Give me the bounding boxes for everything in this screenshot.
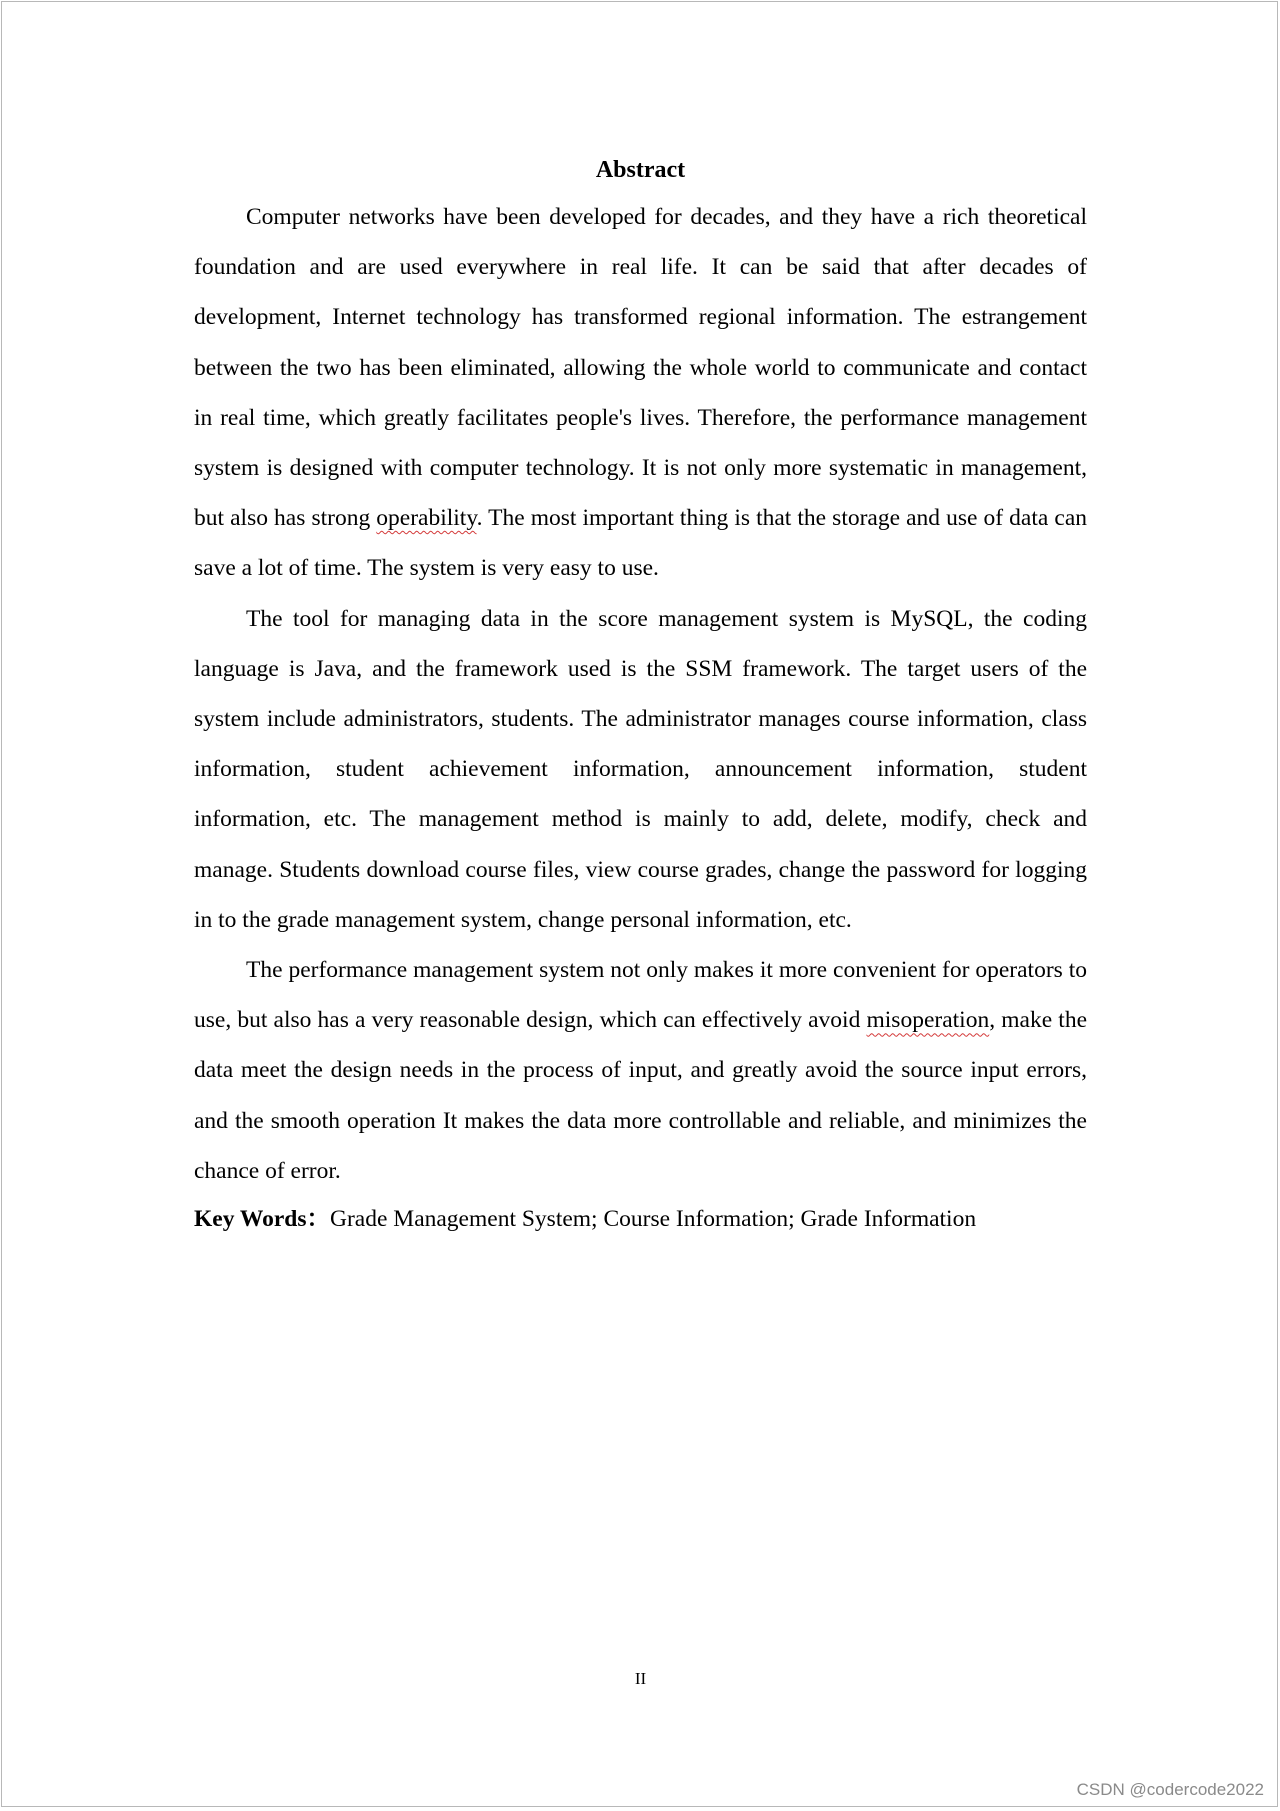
keywords-label: Key Words： (194, 1206, 331, 1233)
abstract-paragraph-3 (194, 945, 1087, 1196)
csdn-watermark: CSDN @codercode2022 (1076, 1780, 1264, 1799)
paragraph-1-text-start: Computer networks have been developed for decades, and they have a rich theoretical foundation and are used everywhere in real life. It can be said that after decades of development, Internet technology has transformed regional information. The estrangement between the two has been eliminated, allowing the whole world to communicate and contact in real time, which greatly facilitates people's lives. Therefore, the performance management system is designed with computer technology. It is not only more systematic in management, but also has strong (194, 204, 1087, 532)
spellcheck-flagged-word[interactable]: misoperation (866, 1007, 990, 1034)
paragraph-1-text-end: . The most important thing is that the storage and use of data can save a lot of time. The system is very easy to use. (194, 505, 1088, 582)
keywords-line (194, 1196, 1087, 1242)
abstract-body (194, 192, 1087, 1242)
abstract-paragraph-2: The tool for managing data in the score management system is MySQL, the coding language is Java, and the framework used is the SSM framework. The target users of the system include administrators, students. The administrator manages course information, class information, student achievement information, announcement information, student information, etc. The management method is mainly to add, delete, modify, check and manage. Students download course files, view course grades, change the password for logging in to the grade management system, change personal information, etc. (194, 605, 1087, 933)
paragraph-3-text-end: , make the data meet the design needs in the process of input, and greatly avoid the source input errors, and the smooth operation It makes the data more controllable and reliable, and minimizes the chance of error. (194, 1007, 1087, 1184)
page-number: II (634, 1669, 647, 1688)
abstract-title: Abstract (595, 157, 686, 183)
abstract-paragraph-1 (194, 192, 1087, 594)
keywords-value: Grade Management System; Course Information; Grade Information (330, 1206, 977, 1233)
spellcheck-flagged-word[interactable]: operability (376, 505, 477, 532)
document-page (1, 1, 1278, 1807)
paragraph-3-text-start: The performance management system not only makes it more convenient for operators to use, but also has a very reasonable design, which can effectively avoid (194, 957, 1087, 1034)
